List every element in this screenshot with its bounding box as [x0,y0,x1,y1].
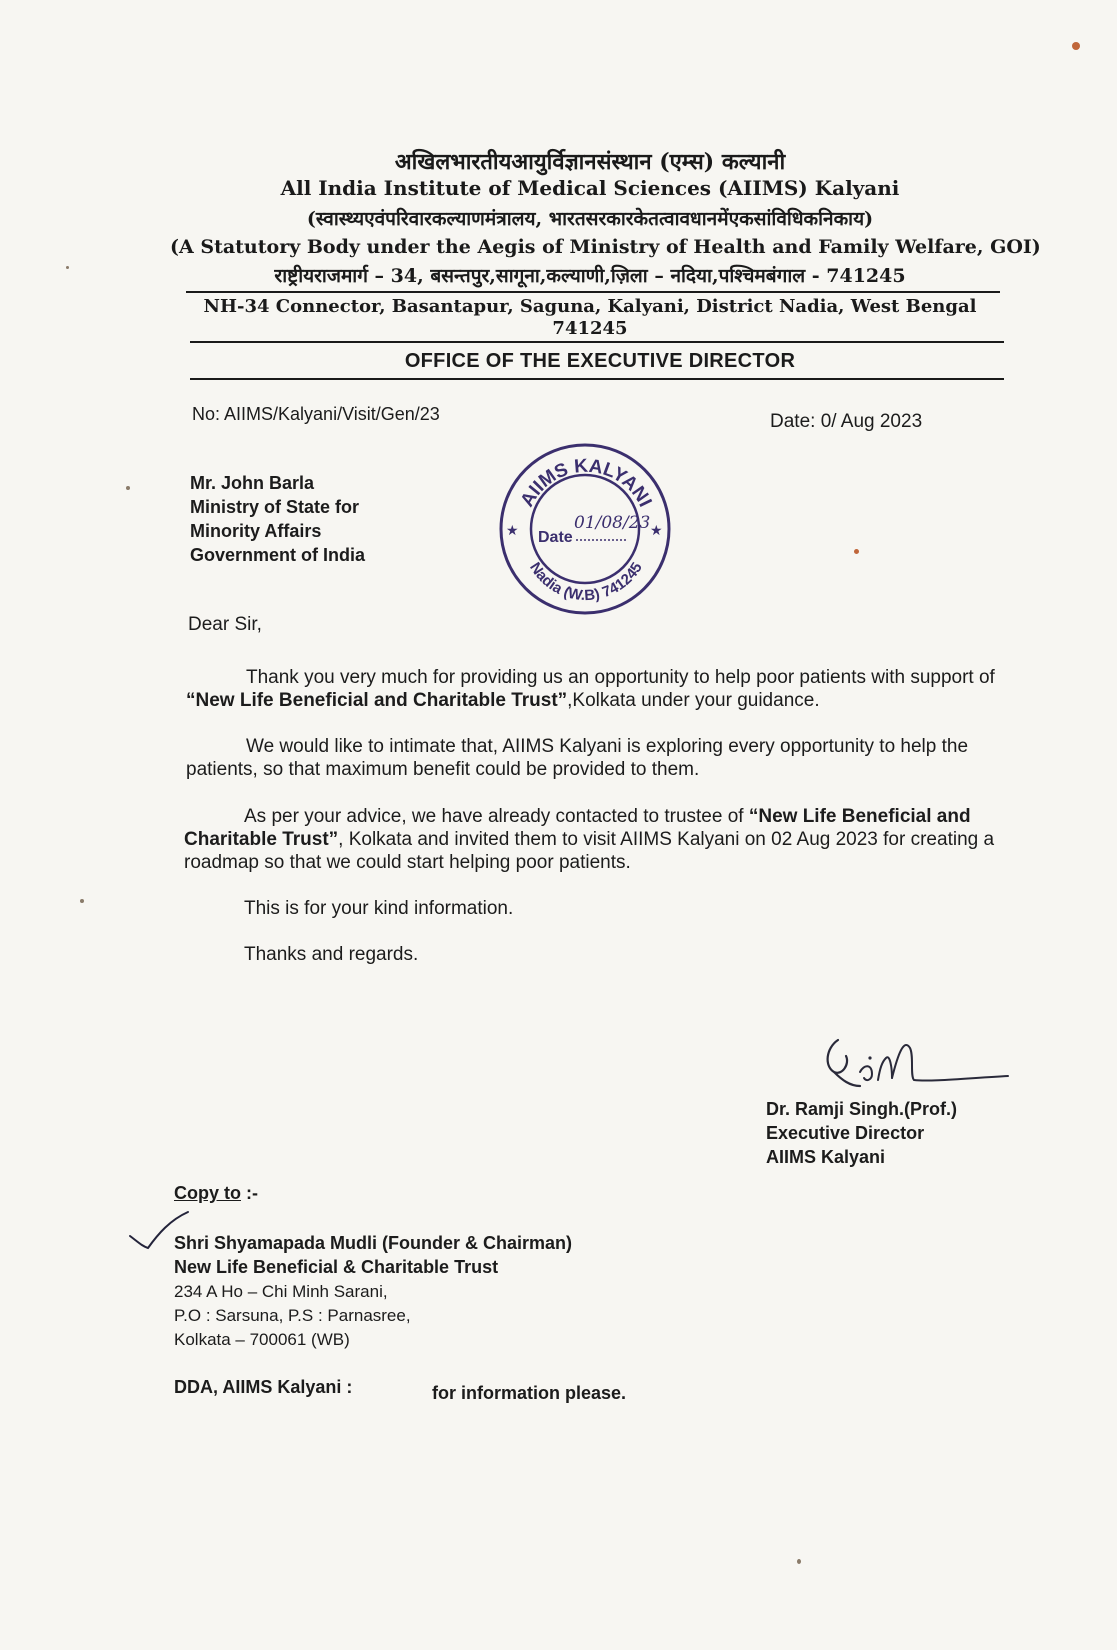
recipient-name: Mr. John Barla [190,473,315,493]
signatory-name: Dr. Ramji Singh.(Prof.) [766,1099,958,1119]
copy-address-line-3: Kolkata – 700061 (WB) [174,1330,350,1349]
stamp-date-value: 01/08/23 [574,513,651,533]
copy-to-suffix: :- [241,1183,258,1203]
english-institute-name: All India Institute of Medical Sciences (AIIMS) Kalyani [280,176,900,200]
paragraph-1 [186,666,1006,712]
paragraph-3-text-a: As per your advice, we have already contacted to trustee of [244,806,749,827]
english-subtitle: (A Statutory Body under the Aegis of Ministry of Health and Family Welfare, GOI) [170,236,1041,258]
recipient-line-3: Minority Affairs [190,521,322,541]
signatory-title: Executive Director [766,1123,925,1143]
paragraph-3 [184,805,1006,874]
paragraph-2 [186,735,1006,781]
scan-speck [854,549,859,554]
recipient-line-2: Ministry of State for [190,497,360,517]
copy-to-heading [174,1182,258,1205]
salutation: Dear Sir, [188,614,262,635]
recipient-line-4: Government of India [190,545,366,565]
header-rule-2 [190,341,1004,343]
scan-speck [797,1559,801,1564]
closing-regards: Thanks and regards. [244,944,419,965]
copy-address-line-2: P.O : Sarsuna, P.S : Parnasree, [174,1306,411,1325]
copy-address-line-1: 234 A Ho – Chi Minh Sarani, [174,1282,388,1301]
closing-info: This is for your kind information. [244,898,514,919]
english-address: NH-34 Connector, Basantapur, Saguna, Kalyani, District Nadia, West Bengal [203,296,977,317]
trust-name-1: “New Life Beneficial and Charitable Trust” [186,690,568,711]
paragraph-2-text: We would like to intimate that, AIIMS Kalyani is exploring every opportunity to help the patients, so that maximum benefit could be provided to them. [186,736,969,780]
copy-to-label: Copy to [174,1183,241,1203]
stamp-bottom-text: Nadia (W.B) 741245 [526,559,646,605]
reference-number: No: AIIMS/Kalyani/Visit/Gen/23 [192,404,440,424]
office-title: OFFICE OF THE EXECUTIVE DIRECTOR [404,350,796,372]
dda-label: DDA, AIIMS Kalyani : [174,1377,353,1397]
hindi-institute-name: अखिलभारतीयआयुर्विज्ञानसंस्थान (एम्स) कल्यानी [394,149,786,175]
aiims-kalyani-stamp [496,440,674,618]
stamp-date-label: Date [538,529,573,546]
copy-recipient-org: New Life Beneficial & Charitable Trust [174,1257,499,1277]
trust-name-2: “New Life Beneficial and Charitable Trust” [184,806,971,850]
hindi-subtitle: (स्वास्थ्यएवंपरिवारकल्याणमंत्रालय, भारतसरकारकेतत्वावधानमेंएकसांविधिकनिकाय) [306,208,874,230]
scan-speck [66,266,69,269]
date-value: 0/ Aug 2023 [820,411,923,432]
scan-speck [126,486,130,490]
stamp-star-left: ★ [506,522,519,538]
scan-speck [80,899,84,903]
paragraph-1-text-a: Thank you very much for providing us an opportunity to help poor patients with support of [246,667,995,688]
paragraph-3-text-b: , Kolkata and invited them to visit AIIMS Kalyani on 02 Aug 2023 for creating a roadmap so that we could start helping poor patients. [184,829,995,873]
signatory-org: AIIMS Kalyani [766,1147,886,1167]
scan-speck [1072,42,1080,50]
copy-recipient-name: Shri Shyamapada Mudli (Founder & Chairman) [174,1233,573,1253]
hindi-address: राष्ट्रीयराजमार्ग – 34, बसन्तपुर,सागूना,कल्याणी,ज़िला – नदिया,पश्चिमबंगाल - 741245 [274,265,906,287]
english-pincode: 741245 [552,318,628,339]
dda-note: for information please. [432,1383,627,1403]
stamp-top-text: AIIMS KALYANI [516,455,656,511]
letter-date [770,410,922,433]
header-rule-3 [190,378,1004,380]
handwritten-signature [820,1028,1010,1098]
stamp-star-right: ★ [650,522,663,538]
header-rule-1 [186,291,1000,293]
date-label: Date: [770,411,816,432]
paragraph-1-text-b: ,Kolkata under your guidance. [567,690,820,711]
